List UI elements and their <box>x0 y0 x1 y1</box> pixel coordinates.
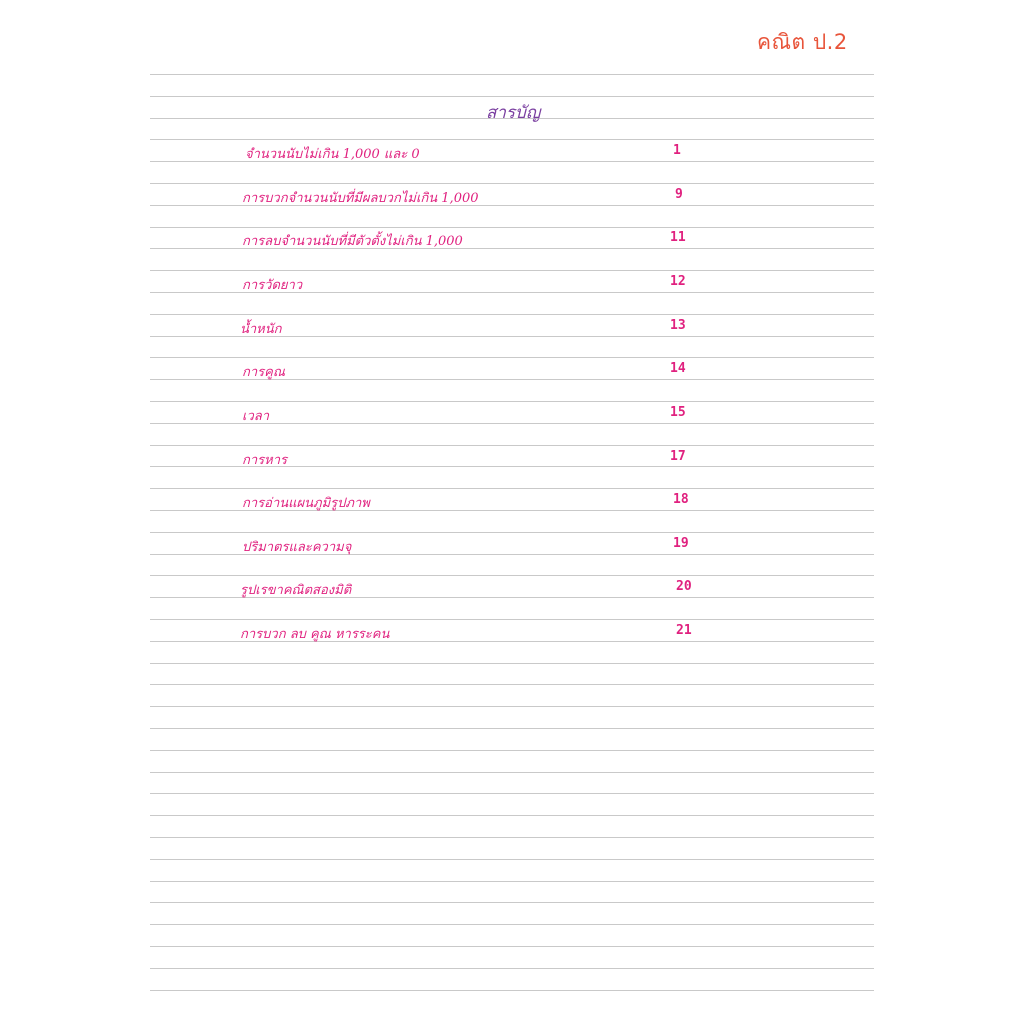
ruled-line <box>150 837 874 838</box>
ruled-line <box>150 881 874 882</box>
toc-entry-label: การวัดยาว <box>242 278 303 293</box>
subject-header: คณิต ป.2 <box>757 30 848 54</box>
ruled-line <box>150 990 874 991</box>
toc-entry-page: 19 <box>673 536 689 551</box>
toc-entry-label: รูปเรขาคณิตสองมิติ <box>240 583 352 598</box>
ruled-line <box>150 488 874 489</box>
ruled-line <box>150 401 874 402</box>
toc-entry-page: 9 <box>675 187 683 202</box>
ruled-line <box>150 728 874 729</box>
ruled-line <box>150 663 874 664</box>
toc-entry <box>0 492 1024 514</box>
toc-entry-label: การอ่านแผนภูมิรูปภาพ <box>242 496 370 511</box>
toc-entry <box>0 274 1024 296</box>
ruled-line <box>150 314 874 315</box>
toc-entry-label: จำนวนนับไม่เกิน 1,000 และ 0 <box>245 147 420 162</box>
toc-entry-page: 20 <box>676 579 692 594</box>
toc-entry-page: 15 <box>670 405 686 420</box>
toc-entry <box>0 361 1024 383</box>
toc-entry-label: การคูณ <box>242 365 285 380</box>
ruled-line <box>150 445 874 446</box>
toc-entry <box>0 623 1024 645</box>
toc-entry-label: การหาร <box>242 453 288 468</box>
toc-entry-label: การบวก ลบ คูณ หารระคน <box>240 627 390 642</box>
toc-entry <box>0 318 1024 340</box>
ruled-line <box>150 357 874 358</box>
ruled-line <box>150 924 874 925</box>
ruled-line <box>150 815 874 816</box>
ruled-line <box>150 183 874 184</box>
toc-entry-label: การลบจำนวนนับที่มีตัวตั้งไม่เกิน 1,000 <box>242 234 463 249</box>
toc-entry-label: การบวกจำนวนนับที่มีผลบวกไม่เกิน 1,000 <box>242 191 479 206</box>
toc-entry-page: 13 <box>670 318 686 333</box>
ruled-line <box>150 859 874 860</box>
ruled-line <box>150 227 874 228</box>
toc-entry-label: เวลา <box>242 409 270 424</box>
toc-entry-label: น้ำหนัก <box>240 322 282 337</box>
ruled-line <box>150 619 874 620</box>
ruled-line <box>150 684 874 685</box>
ruled-line <box>150 793 874 794</box>
toc-entry-page: 12 <box>670 274 686 289</box>
ruled-line <box>150 706 874 707</box>
ruled-line <box>150 968 874 969</box>
toc-title: สารบัญ <box>486 103 541 123</box>
ruled-line <box>150 532 874 533</box>
toc-entry <box>0 187 1024 209</box>
toc-entry-page: 1 <box>673 143 681 158</box>
toc-entry <box>0 449 1024 471</box>
ruled-line <box>150 139 874 140</box>
toc-entry-page: 14 <box>670 361 686 376</box>
ruled-line <box>150 74 874 75</box>
ruled-line <box>150 575 874 576</box>
toc-entry <box>0 230 1024 252</box>
ruled-line <box>150 750 874 751</box>
ruled-line <box>150 270 874 271</box>
ruled-line <box>150 946 874 947</box>
toc-entry-page: 21 <box>676 623 692 638</box>
toc-entry-label: ปริมาตรและความจุ <box>242 540 352 555</box>
ruled-line <box>150 772 874 773</box>
toc-entry-page: 11 <box>670 230 686 245</box>
ruled-line <box>150 902 874 903</box>
toc-entry-page: 18 <box>673 492 689 507</box>
toc-entry <box>0 143 1024 165</box>
toc-entry <box>0 536 1024 558</box>
toc-entry-page: 17 <box>670 449 686 464</box>
ruled-line <box>150 96 874 97</box>
toc-entry <box>0 579 1024 601</box>
toc-entry <box>0 405 1024 427</box>
